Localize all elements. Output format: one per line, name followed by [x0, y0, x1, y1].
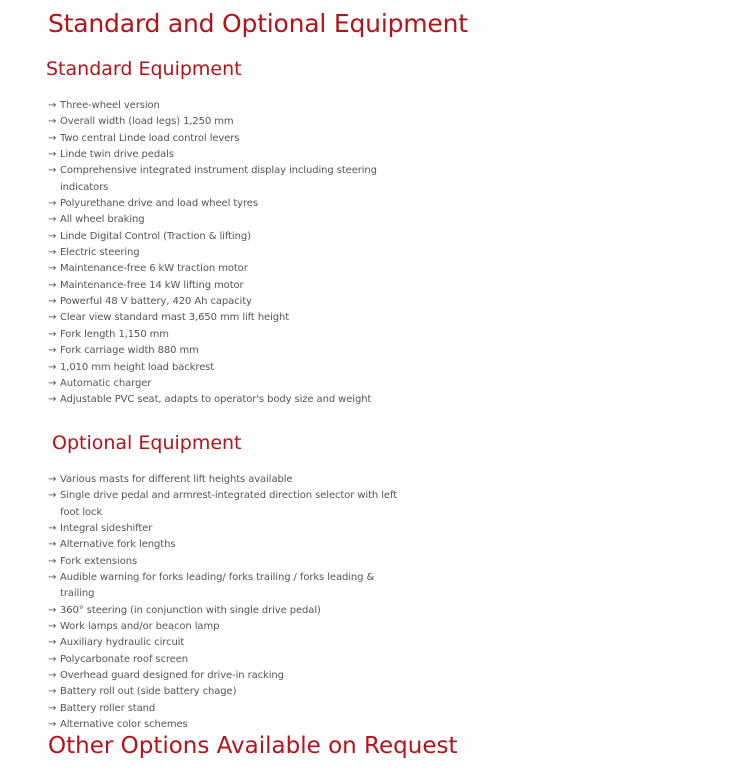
- list-item-text: Auxiliary hydraulic circuit: [60, 637, 185, 649]
- list-item: [48, 635, 408, 651]
- arrow-right-icon: →: [48, 523, 57, 535]
- list-item: [48, 310, 408, 326]
- list-item: [48, 652, 408, 668]
- list-item: [48, 488, 408, 521]
- arrow-right-icon: →: [48, 555, 57, 567]
- list-item-text: Fork extensions: [60, 555, 138, 567]
- list-item-text: Maintenance-free 6 kW traction motor: [60, 263, 248, 275]
- arrow-right-icon: →: [48, 116, 57, 128]
- arrow-right-icon: →: [48, 686, 57, 698]
- list-item: [48, 619, 408, 635]
- optional-equipment-list: [48, 472, 408, 734]
- arrow-right-icon: →: [48, 230, 57, 242]
- list-item: [48, 537, 408, 553]
- arrow-right-icon: →: [48, 263, 57, 275]
- list-item-text: Audible warning for forks leading/ forks trailing / forks leading & trailing: [60, 572, 375, 600]
- arrow-right-icon: →: [48, 165, 57, 177]
- arrow-right-icon: →: [48, 702, 57, 714]
- arrow-right-icon: →: [48, 637, 57, 649]
- arrow-right-icon: →: [48, 345, 57, 357]
- list-item: [48, 131, 408, 147]
- arrow-right-icon: →: [48, 621, 57, 633]
- arrow-right-icon: →: [48, 312, 57, 324]
- arrow-right-icon: →: [48, 604, 57, 616]
- list-item-text: Two central Linde load control levers: [60, 132, 240, 144]
- list-item-text: 1,010 mm height load backrest: [60, 361, 215, 373]
- list-item-text: Integral sideshifter: [60, 523, 153, 535]
- list-item: [48, 360, 408, 376]
- list-item-text: Overhead guard designed for drive-in racking: [60, 670, 284, 682]
- list-item-text: Single drive pedal and armrest-integrated direction selector with left foot lock: [60, 490, 398, 518]
- list-item: [48, 261, 408, 277]
- arrow-right-icon: →: [48, 149, 57, 161]
- list-item: [48, 147, 408, 163]
- list-item-text: Electric steering: [60, 247, 140, 259]
- arrow-right-icon: →: [48, 100, 57, 111]
- list-item: [48, 229, 408, 245]
- list-item-text: Polyurethane drive and load wheel tyres: [60, 198, 258, 210]
- arrow-right-icon: →: [48, 394, 57, 406]
- list-item: [48, 278, 408, 294]
- list-item: [48, 521, 408, 537]
- standard-equipment-list: [48, 98, 408, 409]
- list-item-text: Fork length 1,150 mm: [60, 328, 169, 340]
- list-item-text: Linde twin drive pedals: [60, 149, 174, 161]
- list-item: [48, 212, 408, 228]
- optional-equipment-heading: Optional Equipment: [52, 432, 242, 454]
- list-item: [48, 376, 408, 392]
- list-item-text: Adjustable PVC seat, adapts to operator's body size and weight: [60, 394, 372, 406]
- list-item-text: Alternative fork lengths: [60, 539, 176, 551]
- arrow-right-icon: →: [48, 296, 57, 308]
- list-item: [48, 472, 408, 488]
- list-item: [48, 114, 408, 130]
- list-item: [48, 294, 408, 310]
- list-item-text: Work lamps and/or beacon lamp: [60, 621, 220, 633]
- list-item: [48, 570, 408, 603]
- list-item-text: Polycarbonate roof screen: [60, 653, 188, 665]
- arrow-right-icon: →: [48, 490, 57, 502]
- list-item-text: Battery roller stand: [60, 702, 156, 714]
- arrow-right-icon: →: [48, 653, 57, 665]
- list-item-text: All wheel braking: [60, 214, 145, 226]
- list-item-text: Automatic charger: [60, 377, 152, 389]
- list-item-text: Battery roll out (side battery chage): [60, 686, 237, 698]
- list-item-text: Overall width (load legs) 1,250 mm: [60, 116, 234, 128]
- arrow-right-icon: →: [48, 247, 57, 259]
- arrow-right-icon: →: [48, 214, 57, 226]
- list-item-text: Three-wheel version: [60, 100, 160, 111]
- arrow-right-icon: →: [48, 474, 57, 485]
- list-item-text: Comprehensive integrated instrument display including steering indicators: [60, 165, 377, 193]
- arrow-right-icon: →: [48, 198, 57, 210]
- list-item: [48, 668, 408, 684]
- list-item-text: Various masts for different lift heights available: [60, 474, 293, 485]
- arrow-right-icon: →: [48, 719, 57, 731]
- list-item: [48, 684, 408, 700]
- list-item-text: Linde Digital Control (Traction & lifting): [60, 230, 251, 242]
- list-item: [48, 98, 408, 114]
- list-item: [48, 701, 408, 717]
- list-item-text: Powerful 48 V battery, 420 Ah capacity: [60, 296, 252, 308]
- arrow-right-icon: →: [48, 279, 57, 291]
- standard-equipment-heading: Standard Equipment: [46, 58, 242, 80]
- arrow-right-icon: →: [48, 361, 57, 373]
- list-item-text: Alternative color schemes: [60, 719, 188, 731]
- list-item: [48, 327, 408, 343]
- list-item-text: Clear view standard mast 3,650 mm lift height: [60, 312, 290, 324]
- arrow-right-icon: →: [48, 539, 57, 551]
- page-title: Standard and Optional Equipment: [48, 9, 468, 38]
- arrow-right-icon: →: [48, 572, 57, 584]
- other-options-title: Other Options Available on Request: [48, 733, 458, 759]
- arrow-right-icon: →: [48, 132, 57, 144]
- list-item: [48, 196, 408, 212]
- list-item: [48, 245, 408, 261]
- arrow-right-icon: →: [48, 377, 57, 389]
- list-item-text: Maintenance-free 14 kW lifting motor: [60, 279, 244, 291]
- list-item: [48, 392, 408, 408]
- list-item: [48, 343, 408, 359]
- arrow-right-icon: →: [48, 328, 57, 340]
- arrow-right-icon: →: [48, 670, 57, 682]
- list-item-text: Fork carriage width 880 mm: [60, 345, 199, 357]
- list-item: [48, 554, 408, 570]
- list-item: [48, 603, 408, 619]
- list-item: [48, 163, 408, 196]
- list-item-text: 360° steering (in conjunction with single drive pedal): [60, 604, 321, 616]
